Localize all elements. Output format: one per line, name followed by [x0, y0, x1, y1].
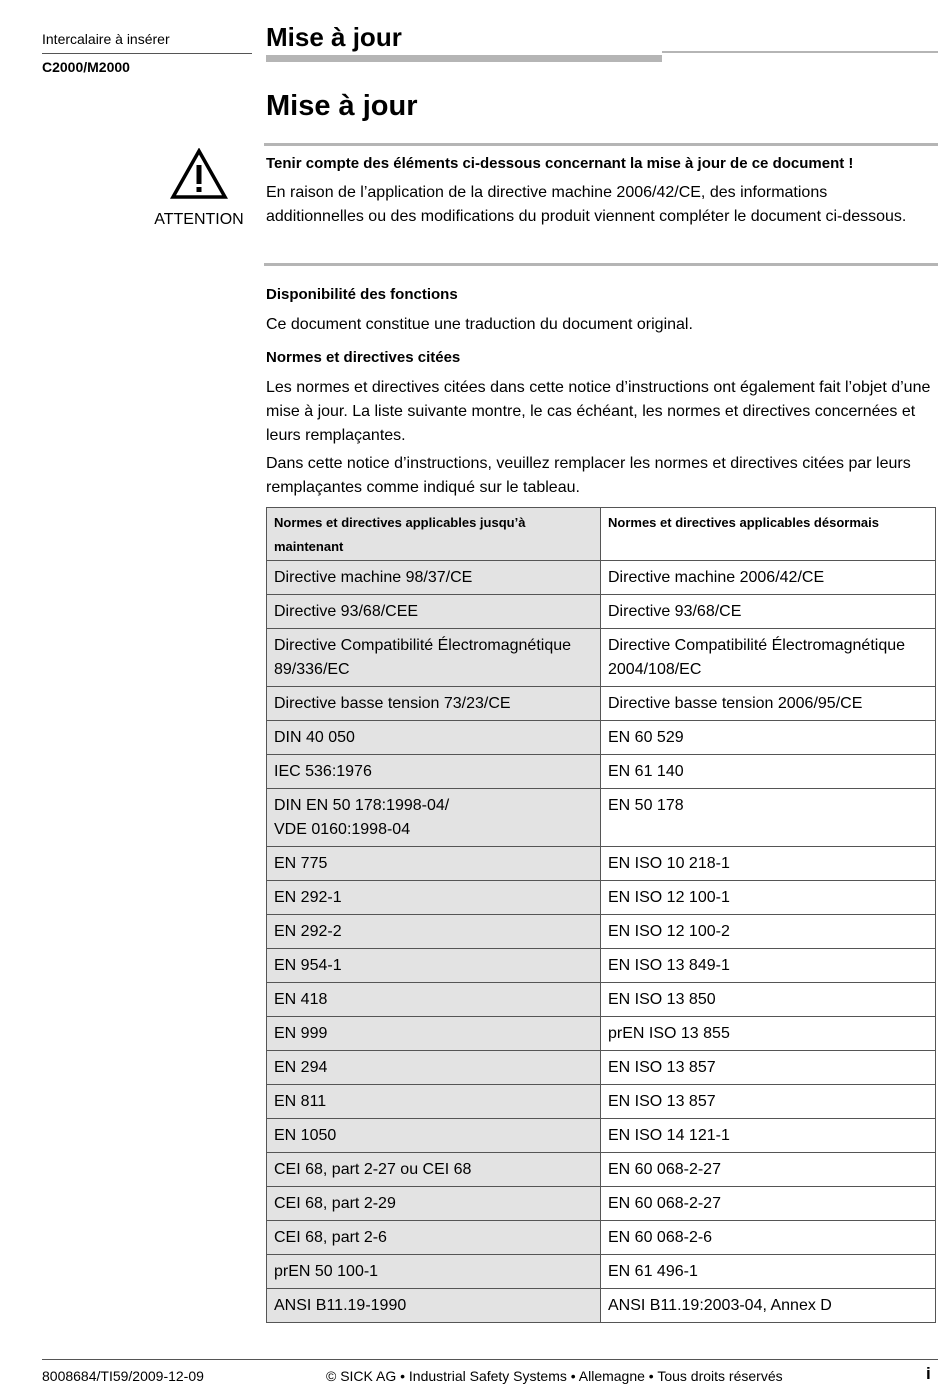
- norms-table: [266, 507, 936, 1323]
- notice-heading: Tenir compte des éléments ci-dessous concernant la mise à jour de ce document !: [266, 155, 854, 172]
- table-row: [267, 983, 936, 1017]
- current-norm-cell: Directive basse tension 2006/95/CE: [601, 687, 936, 721]
- column-header-previous: Normes et directives applicables jusqu’à maintenant: [267, 508, 601, 561]
- norms-paragraph-2: Dans cette notice d’instructions, veuillez remplacer les normes et directives citées par leurs remplaçantes comme indiqué sur le tableau.: [266, 455, 911, 496]
- footer-rule: [42, 1359, 938, 1360]
- table-row: [267, 1289, 936, 1323]
- table-row: [267, 1153, 936, 1187]
- table-row: [267, 595, 936, 629]
- previous-norm-cell: EN 294: [267, 1051, 601, 1085]
- running-title: Mise à jour: [266, 22, 402, 52]
- current-norm-cell: EN ISO 12 100-1: [601, 881, 936, 915]
- previous-norm-cell: IEC 536:1976: [267, 755, 601, 789]
- previous-norm-cell: DIN EN 50 178:1998-04/ VDE 0160:1998-04: [267, 789, 601, 847]
- table-row: [267, 1119, 936, 1153]
- table-row: [267, 687, 936, 721]
- page-title: Mise à jour: [266, 90, 418, 122]
- previous-norm-cell: Directive 93/68/CEE: [267, 595, 601, 629]
- current-norm-cell: EN 60 068-2-6: [601, 1221, 936, 1255]
- table-row: [267, 1051, 936, 1085]
- table-row: [267, 881, 936, 915]
- previous-norm-cell: ANSI B11.19-1990: [267, 1289, 601, 1323]
- previous-norm-cell: EN 811: [267, 1085, 601, 1119]
- header-divider: [42, 53, 252, 54]
- table-row: [267, 755, 936, 789]
- previous-norm-cell: EN 292-1: [267, 881, 601, 915]
- current-norm-cell: EN 61 496-1: [601, 1255, 936, 1289]
- warning-triangle-icon: [170, 148, 228, 200]
- previous-norm-cell: Directive basse tension 73/23/CE: [267, 687, 601, 721]
- notice-bottom-rule: [264, 263, 938, 266]
- table-row: [267, 1187, 936, 1221]
- current-norm-cell: EN 60 068-2-27: [601, 1153, 936, 1187]
- previous-norm-cell: EN 954-1: [267, 949, 601, 983]
- previous-norm-cell: EN 292-2: [267, 915, 601, 949]
- previous-norm-cell: CEI 68, part 2-27 ou CEI 68: [267, 1153, 601, 1187]
- previous-norm-cell: EN 775: [267, 847, 601, 881]
- current-norm-cell: Directive machine 2006/42/CE: [601, 561, 936, 595]
- current-norm-cell: EN ISO 13 857: [601, 1085, 936, 1119]
- current-norm-cell: Directive 93/68/CE: [601, 595, 936, 629]
- availability-heading: Disponibilité des fonctions: [266, 286, 458, 303]
- table-row: [267, 1221, 936, 1255]
- current-norm-cell: EN ISO 13 857: [601, 1051, 936, 1085]
- table-row: [267, 847, 936, 881]
- previous-norm-cell: CEI 68, part 2-6: [267, 1221, 601, 1255]
- table-row: [267, 721, 936, 755]
- current-norm-cell: EN 60 529: [601, 721, 936, 755]
- current-norm-cell: EN 60 068-2-27: [601, 1187, 936, 1221]
- current-norm-cell: EN 61 140: [601, 755, 936, 789]
- previous-norm-cell: EN 1050: [267, 1119, 601, 1153]
- previous-norm-cell: prEN 50 100-1: [267, 1255, 601, 1289]
- current-norm-cell: EN ISO 12 100-2: [601, 915, 936, 949]
- table-row: [267, 1017, 936, 1051]
- document-number: 8008684/TI59/2009-12-09: [42, 1368, 204, 1384]
- previous-norm-cell: Directive Compatibilité Électromagnétique 89/336/EC: [267, 629, 601, 687]
- current-norm-cell: Directive Compatibilité Électromagnétique 2004/108/EC: [601, 629, 936, 687]
- notice-body: En raison de l’application de la directive machine 2006/42/CE, des informations additionnelles ou des modifications du produit viennent compléter le document ci-dessous.: [266, 184, 907, 225]
- table-row: [267, 629, 936, 687]
- current-norm-cell: EN ISO 10 218-1: [601, 847, 936, 881]
- norms-heading: Normes et directives citées: [266, 349, 461, 366]
- previous-norm-cell: EN 999: [267, 1017, 601, 1051]
- norms-paragraph-1: Les normes et directives citées dans cette notice d’instructions ont également fait l’objet d’une mise à jour. La liste suivante montre, le cas échéant, les normes et directives concernées et leurs remplaçantes.: [266, 379, 931, 444]
- previous-norm-cell: Directive machine 98/37/CE: [267, 561, 601, 595]
- previous-norm-cell: EN 418: [267, 983, 601, 1017]
- table-row: [267, 789, 936, 847]
- current-norm-cell: EN 50 178: [601, 789, 936, 847]
- table-row: [267, 1085, 936, 1119]
- table-row: [267, 949, 936, 983]
- header-thin-rule: [662, 51, 938, 53]
- availability-text: Ce document constitue une traduction du document original.: [266, 316, 693, 333]
- previous-norm-cell: CEI 68, part 2-29: [267, 1187, 601, 1221]
- table-header-row: [267, 508, 936, 561]
- page-number: i: [926, 1364, 931, 1383]
- header-bar: [266, 55, 662, 62]
- table-row: [267, 915, 936, 949]
- current-norm-cell: ANSI B11.19:2003-04, Annex D: [601, 1289, 936, 1323]
- notice-top-rule: [264, 143, 938, 146]
- product-name: C2000/M2000: [42, 59, 130, 75]
- copyright-notice: © SICK AG • Industrial Safety Systems • Allemagne • Tous droits réservés: [326, 1368, 783, 1384]
- current-norm-cell: prEN ISO 13 855: [601, 1017, 936, 1051]
- previous-norm-cell: DIN 40 050: [267, 721, 601, 755]
- current-norm-cell: EN ISO 13 849-1: [601, 949, 936, 983]
- column-header-current: Normes et directives applicables désormais: [601, 508, 936, 561]
- attention-label: ATTENTION: [154, 211, 244, 228]
- insert-label: Intercalaire à insérer: [42, 31, 170, 47]
- table-row: [267, 1255, 936, 1289]
- table-row: [267, 561, 936, 595]
- current-norm-cell: EN ISO 13 850: [601, 983, 936, 1017]
- current-norm-cell: EN ISO 14 121-1: [601, 1119, 936, 1153]
